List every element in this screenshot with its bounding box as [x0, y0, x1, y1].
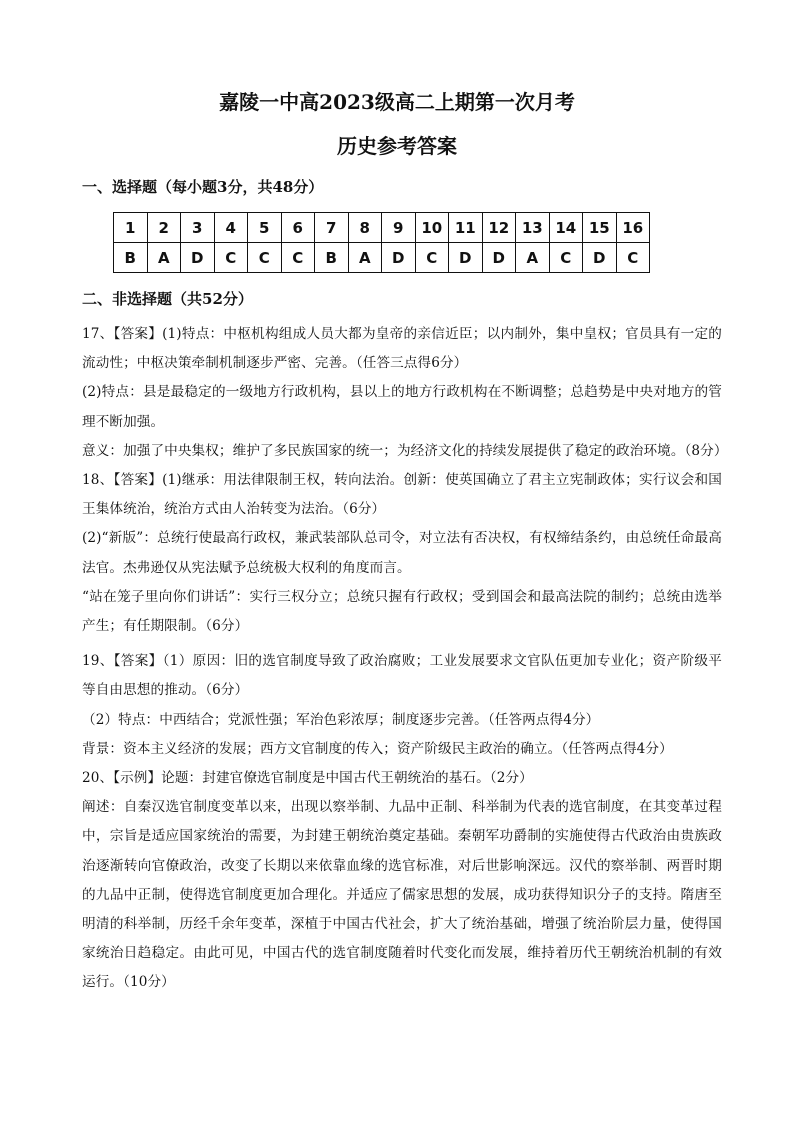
answer-letter: D	[181, 243, 215, 273]
answer-content	[82, 320, 728, 998]
answer-row	[114, 243, 650, 273]
answer-letter: C	[248, 243, 282, 273]
question-number: 4	[214, 213, 248, 243]
question-number: 9	[382, 213, 416, 243]
answer-paragraph-19-2: （2）特点：中西结合；党派性强；军治色彩浓厚；制度逐步完善。（任答两点得4分）	[82, 711, 600, 728]
question-number: 3	[181, 213, 215, 243]
answer-letter: C	[549, 243, 583, 273]
question-number: 15	[583, 213, 617, 243]
answer-letter: C	[214, 243, 248, 273]
answer-paragraph-18-3: “站在笼子里向你们讲话”：实行三权分立；总统只握有行政权；受到国会和最高法院的制约；总统由选举产生；有任期限制。（6分）	[82, 588, 722, 635]
question-number: 13	[516, 213, 550, 243]
question-number: 8	[348, 213, 382, 243]
answer-paragraph-18-1: 18、【答案】(1)继承：用法律限制王权，转向法治。创新：使英国确立了君主立宪制政体；实行议会和国王集体统治，统治方式由人治转变为法治。（6分）	[82, 472, 722, 518]
answer-letter: C	[616, 243, 650, 273]
answer-letter: A	[348, 243, 382, 273]
answer-paragraph-20-1: 20、【示例】论题：封建官僚选官制度是中国古代王朝统治的基石。（2分）	[82, 770, 533, 787]
question-number: 16	[616, 213, 650, 243]
question-number: 2	[147, 213, 181, 243]
answer-paragraph-19-1: 19、【答案】（1）原因：旧的选官制度导致了政治腐败；工业发展要求文官队伍更加专业化；资产阶级平等自由思想的推动。（6分）	[82, 653, 722, 699]
document-subtitle: 历史参考答案	[337, 134, 457, 158]
answer-letter: D	[382, 243, 416, 273]
section-non-choice-heading: 二、非选择题（共52分）	[82, 290, 253, 308]
question-number: 11	[449, 213, 483, 243]
answer-letter: D	[449, 243, 483, 273]
answer-letter: B	[114, 243, 148, 273]
question-number-row	[114, 213, 650, 243]
section-multiple-choice-heading: 一、选择题（每小题3分，共48分）	[82, 178, 324, 196]
question-number: 6	[281, 213, 315, 243]
answer-paragraph-20-2: 阐述：自秦汉选官制度变革以来，出现以察举制、九品中正制、科举制为代表的选官制度，在其变革过程中，宗旨是适应国家统治的需要，为封建王朝统治奠定基础。秦朝军功爵制的实施使得古代政治由贵族政治逐渐转向官僚政治，改变了长期以来依靠血缘的选官标准，对后世影响深远。汉代的察举制、两晋时期的九品中正制，使得选官制度更加合理化。并适应了儒家思想的发展，成功获得知识分子的支持。隋唐至明清的科举制，历经千余年变革，深植于中国古代社会，扩大了统治基础，增强了统治阶层力量，使得国家统治日趋稳定。由此可见，中国古代的选官制度随着时代变化而发展，维持着历代王朝统治机制的有效运行。（10分）	[82, 799, 722, 991]
question-number: 12	[482, 213, 516, 243]
answer-letter: A	[516, 243, 550, 273]
answer-paragraph-17-3: 意义：加强了中央集权；维护了多民族国家的统一；为经济文化的持续发展提供了稳定的政治环境。（8分）	[82, 442, 728, 459]
answer-letter: C	[415, 243, 449, 273]
question-number: 7	[315, 213, 349, 243]
question-number: 14	[549, 213, 583, 243]
question-number: 10	[415, 213, 449, 243]
answer-letter: D	[583, 243, 617, 273]
answer-table	[113, 212, 650, 273]
answer-paragraph-17-2: (2)特点：县是最稳定的一级地方行政机构，县以上的地方行政机构在不断调整；总趋势是中央对地方的管理不断加强。	[82, 384, 722, 430]
answer-letter: A	[147, 243, 181, 273]
answer-letter: D	[482, 243, 516, 273]
question-number: 1	[114, 213, 148, 243]
answer-paragraph-19-3: 背景：资本主义经济的发展；西方文官制度的传入；资产阶级民主政治的确立。（任答两点得4分）	[82, 740, 673, 757]
answer-paragraph-17-1: 17、【答案】(1)特点：中枢机构组成人员大都为皇帝的亲信近臣；以内制外，集中皇权；官员具有一定的流动性；中枢决策牵制机制逐步严密、完善。（任答三点得6分）	[82, 326, 722, 372]
answer-letter: B	[315, 243, 349, 273]
answer-paragraph-18-2: (2)“新版”：总统行使最高行政权，兼武装部队总司令，对立法有否决权，有权缔结条约，由总统任命最高法官。杰弗逊仅从宪法赋予总统极大权利的角度而言。	[82, 530, 722, 576]
document-title: 嘉陵一中高2023级高二上期第一次月考	[219, 90, 575, 114]
question-number: 5	[248, 213, 282, 243]
answer-letter: C	[281, 243, 315, 273]
